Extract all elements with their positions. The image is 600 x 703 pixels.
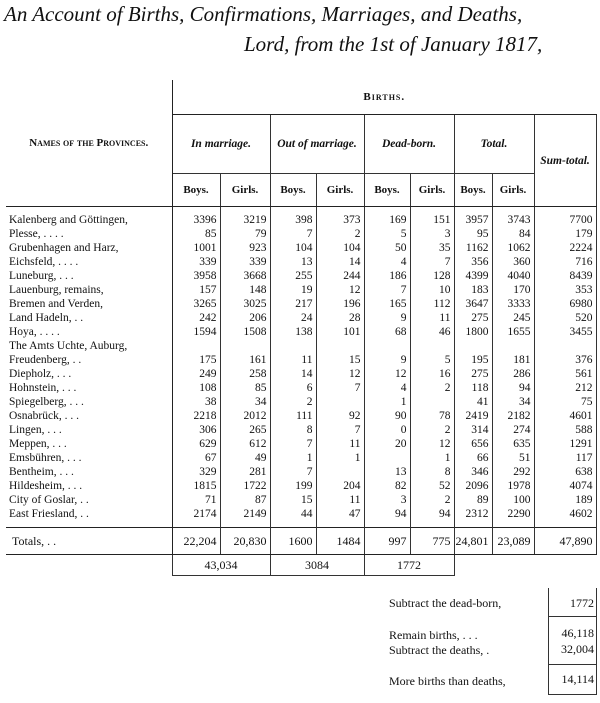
value-cell: 314 bbox=[454, 423, 492, 437]
value-cell: 13 bbox=[364, 465, 410, 479]
table-row bbox=[6, 423, 596, 437]
pair-totals-row bbox=[6, 555, 596, 576]
value-cell: 151 bbox=[410, 207, 454, 228]
total-cell: 1484 bbox=[316, 528, 364, 555]
province-name: Kalenberg and Göttingen, bbox=[6, 207, 172, 228]
value-cell: 2096 bbox=[454, 479, 492, 493]
sum-total-cell: 189 bbox=[534, 493, 596, 507]
sum-total-cell: 7700 bbox=[534, 207, 596, 228]
value-cell: 41 bbox=[454, 395, 492, 409]
more-births-than-deaths-label: More births than deaths, bbox=[389, 674, 506, 688]
value-cell: 346 bbox=[454, 465, 492, 479]
value-cell: 217 bbox=[270, 297, 316, 311]
value-cell: 90 bbox=[364, 409, 410, 423]
table-row bbox=[6, 207, 596, 228]
value-cell: 5 bbox=[410, 353, 454, 367]
table-row bbox=[6, 507, 596, 528]
total-cell: 24,801 bbox=[454, 528, 492, 555]
table-row bbox=[6, 297, 596, 311]
total-cell: 20,830 bbox=[220, 528, 270, 555]
value-cell: 329 bbox=[172, 465, 220, 479]
value-cell: 4040 bbox=[492, 269, 534, 283]
value-cell: 206 bbox=[220, 311, 270, 325]
subtract-deaths-label: Subtract the deaths, . bbox=[389, 643, 490, 657]
sum-total-cell: 561 bbox=[534, 367, 596, 381]
province-name: Spiegelberg, . . . bbox=[6, 395, 172, 409]
value-cell: 7 bbox=[316, 423, 364, 437]
value-cell: 12 bbox=[410, 437, 454, 451]
value-cell: 46 bbox=[410, 325, 454, 339]
value-cell: 170 bbox=[492, 283, 534, 297]
value-cell: 165 bbox=[364, 297, 410, 311]
value-cell: 6 bbox=[270, 381, 316, 395]
table-row bbox=[6, 493, 596, 507]
table-row bbox=[6, 311, 596, 325]
value-cell: 3668 bbox=[220, 269, 270, 283]
province-name: Lingen, . . . bbox=[6, 423, 172, 437]
births-table bbox=[6, 80, 597, 576]
table-row bbox=[6, 255, 596, 269]
value-cell: 1722 bbox=[220, 479, 270, 493]
total-cell: 997 bbox=[364, 528, 410, 555]
value-cell: 3958 bbox=[172, 269, 220, 283]
value-cell: 12 bbox=[364, 367, 410, 381]
value-cell: 2182 bbox=[492, 409, 534, 423]
value-cell: 68 bbox=[364, 325, 410, 339]
sum-total-header: Sum-total. bbox=[534, 115, 596, 207]
totals-label: Totals, . . bbox=[6, 528, 172, 555]
value-cell bbox=[454, 339, 492, 353]
value-cell: 183 bbox=[454, 283, 492, 297]
table-row bbox=[6, 381, 596, 395]
value-cell: 2012 bbox=[220, 409, 270, 423]
table-row bbox=[6, 367, 596, 381]
value-cell: 82 bbox=[364, 479, 410, 493]
value-cell: 373 bbox=[316, 207, 364, 228]
value-cell: 1001 bbox=[172, 241, 220, 255]
sum-total-cell: 520 bbox=[534, 311, 596, 325]
value-cell: 15 bbox=[316, 353, 364, 367]
boys-header: Boys. bbox=[270, 174, 316, 207]
province-name: Freudenberg, . . bbox=[6, 353, 172, 367]
value-cell: 79 bbox=[220, 227, 270, 241]
value-cell: 175 bbox=[172, 353, 220, 367]
province-name: Lauenburg, remains, bbox=[6, 283, 172, 297]
value-cell: 44 bbox=[270, 507, 316, 528]
value-cell: 7 bbox=[270, 437, 316, 451]
table-row bbox=[6, 479, 596, 493]
value-cell: 52 bbox=[410, 479, 454, 493]
value-cell: 7 bbox=[410, 255, 454, 269]
value-cell: 8 bbox=[270, 423, 316, 437]
value-cell: 84 bbox=[492, 227, 534, 241]
table-row bbox=[6, 325, 596, 339]
province-name: City of Goslar, . . bbox=[6, 493, 172, 507]
value-cell: 87 bbox=[220, 493, 270, 507]
province-name: Meppen, . . . bbox=[6, 437, 172, 451]
value-cell: 2419 bbox=[454, 409, 492, 423]
value-cell bbox=[364, 451, 410, 465]
value-cell: 1 bbox=[364, 395, 410, 409]
sum-total-cell: 2224 bbox=[534, 241, 596, 255]
value-cell: 14 bbox=[316, 255, 364, 269]
total-cell: 775 bbox=[410, 528, 454, 555]
value-cell: 3265 bbox=[172, 297, 220, 311]
value-cell: 255 bbox=[270, 269, 316, 283]
subtract-dead-born-label: Subtract the dead-born, bbox=[389, 596, 502, 610]
value-cell: 7 bbox=[270, 465, 316, 479]
value-cell bbox=[316, 339, 364, 353]
total-cell: 1600 bbox=[270, 528, 316, 555]
value-cell: 1 bbox=[316, 451, 364, 465]
value-cell: 286 bbox=[492, 367, 534, 381]
province-name: Diepholz, . . . bbox=[6, 367, 172, 381]
value-cell: 656 bbox=[454, 437, 492, 451]
births-header: Births. bbox=[172, 80, 596, 115]
subtract-dead-born-value: 1772 bbox=[570, 596, 594, 610]
sum-total-cell: 4602 bbox=[534, 507, 596, 528]
remain-births-value: 46,118 bbox=[561, 626, 594, 640]
value-cell: 244 bbox=[316, 269, 364, 283]
value-cell: 8 bbox=[410, 465, 454, 479]
table-row bbox=[6, 283, 596, 297]
province-name: Osnabrück, . . . bbox=[6, 409, 172, 423]
value-cell: 7 bbox=[364, 283, 410, 297]
value-cell: 339 bbox=[220, 255, 270, 269]
value-cell: 2 bbox=[410, 493, 454, 507]
value-cell: 19 bbox=[270, 283, 316, 297]
province-name: Hildesheim, . . . bbox=[6, 479, 172, 493]
province-name: Bentheim, . . . bbox=[6, 465, 172, 479]
value-cell: 0 bbox=[364, 423, 410, 437]
value-cell: 94 bbox=[410, 507, 454, 528]
value-cell: 2174 bbox=[172, 507, 220, 528]
remain-births-label: Remain births, . . . bbox=[389, 628, 478, 642]
value-cell: 94 bbox=[492, 381, 534, 395]
value-cell: 360 bbox=[492, 255, 534, 269]
value-cell: 196 bbox=[316, 297, 364, 311]
sum-total-cell: 6980 bbox=[534, 297, 596, 311]
value-cell: 10 bbox=[410, 283, 454, 297]
value-cell: 186 bbox=[364, 269, 410, 283]
value-cell: 3743 bbox=[492, 207, 534, 228]
sum-total-cell: 8439 bbox=[534, 269, 596, 283]
value-cell: 7 bbox=[270, 227, 316, 241]
value-cell: 339 bbox=[172, 255, 220, 269]
value-cell: 275 bbox=[454, 367, 492, 381]
value-cell: 138 bbox=[270, 325, 316, 339]
value-cell: 242 bbox=[172, 311, 220, 325]
sum-total-cell: 179 bbox=[534, 227, 596, 241]
value-cell bbox=[410, 339, 454, 353]
province-name: Grubenhagen and Harz, bbox=[6, 241, 172, 255]
value-cell: 292 bbox=[492, 465, 534, 479]
value-cell: 181 bbox=[492, 353, 534, 367]
value-cell: 1508 bbox=[220, 325, 270, 339]
total-header: Total. bbox=[454, 115, 534, 174]
table-row bbox=[6, 339, 596, 353]
dead-born-header: Dead-born. bbox=[364, 115, 454, 174]
sum-total-cell: 75 bbox=[534, 395, 596, 409]
value-cell: 4 bbox=[364, 255, 410, 269]
value-cell bbox=[410, 395, 454, 409]
value-cell: 1 bbox=[410, 451, 454, 465]
value-cell: 104 bbox=[270, 241, 316, 255]
value-cell: 118 bbox=[454, 381, 492, 395]
value-cell: 612 bbox=[220, 437, 270, 451]
value-cell: 1800 bbox=[454, 325, 492, 339]
value-cell: 2 bbox=[316, 227, 364, 241]
value-cell: 128 bbox=[410, 269, 454, 283]
value-cell: 249 bbox=[172, 367, 220, 381]
value-cell: 1162 bbox=[454, 241, 492, 255]
table-row bbox=[6, 465, 596, 479]
dead-born-sum: 1772 bbox=[364, 555, 454, 576]
value-cell: 34 bbox=[220, 395, 270, 409]
sum-total-cell: 117 bbox=[534, 451, 596, 465]
value-cell: 148 bbox=[220, 283, 270, 297]
value-cell: 7 bbox=[316, 381, 364, 395]
value-cell: 1655 bbox=[492, 325, 534, 339]
value-cell: 1062 bbox=[492, 241, 534, 255]
value-cell: 112 bbox=[410, 297, 454, 311]
value-cell: 9 bbox=[364, 353, 410, 367]
province-name: Luneburg, . . . bbox=[6, 269, 172, 283]
total-cell: 22,204 bbox=[172, 528, 220, 555]
value-cell: 50 bbox=[364, 241, 410, 255]
province-name: Eichsfeld, . . . . bbox=[6, 255, 172, 269]
title-line-1: An Account of Births, Confirmations, Marriages, and Deaths, bbox=[4, 2, 523, 26]
value-cell: 11 bbox=[410, 311, 454, 325]
value-cell: 66 bbox=[454, 451, 492, 465]
title-line-2: Lord, from the 1st of January 1817, bbox=[244, 32, 543, 56]
names-of-provinces-header: Names of the Provinces. bbox=[6, 80, 172, 207]
value-cell: 85 bbox=[172, 227, 220, 241]
value-cell: 49 bbox=[220, 451, 270, 465]
more-births-than-deaths-value: 14,114 bbox=[561, 672, 594, 686]
value-cell: 2312 bbox=[454, 507, 492, 528]
value-cell: 15 bbox=[270, 493, 316, 507]
value-cell: 71 bbox=[172, 493, 220, 507]
value-cell: 3219 bbox=[220, 207, 270, 228]
value-cell: 108 bbox=[172, 381, 220, 395]
grand-total-cell: 47,890 bbox=[534, 528, 596, 555]
province-name: East Friesland, . . bbox=[6, 507, 172, 528]
out-of-marriage-sum: 3084 bbox=[270, 555, 364, 576]
province-name: Emsbühren, . . . bbox=[6, 451, 172, 465]
province-name: Plesse, . . . . bbox=[6, 227, 172, 241]
value-cell: 101 bbox=[316, 325, 364, 339]
value-cell: 92 bbox=[316, 409, 364, 423]
table-row bbox=[6, 269, 596, 283]
value-cell: 2 bbox=[270, 395, 316, 409]
in-marriage-header: In marriage. bbox=[172, 115, 270, 174]
value-cell: 11 bbox=[316, 437, 364, 451]
table-row bbox=[6, 395, 596, 409]
value-cell: 100 bbox=[492, 493, 534, 507]
value-cell: 14 bbox=[270, 367, 316, 381]
value-cell: 199 bbox=[270, 479, 316, 493]
value-cell: 78 bbox=[410, 409, 454, 423]
value-cell: 281 bbox=[220, 465, 270, 479]
province-name: Bremen and Verden, bbox=[6, 297, 172, 311]
value-cell bbox=[492, 339, 534, 353]
boys-header: Boys. bbox=[454, 174, 492, 207]
value-cell bbox=[220, 339, 270, 353]
girls-header: Girls. bbox=[220, 174, 270, 207]
value-cell: 94 bbox=[364, 507, 410, 528]
value-cell bbox=[316, 465, 364, 479]
province-name: Hoya, . . . . bbox=[6, 325, 172, 339]
value-cell: 51 bbox=[492, 451, 534, 465]
value-cell: 2 bbox=[410, 381, 454, 395]
value-cell: 1 bbox=[270, 451, 316, 465]
value-cell: 67 bbox=[172, 451, 220, 465]
table-row bbox=[6, 353, 596, 367]
subtract-deaths-value: 32,004 bbox=[561, 642, 594, 656]
value-cell: 245 bbox=[492, 311, 534, 325]
value-cell bbox=[364, 339, 410, 353]
value-cell bbox=[270, 339, 316, 353]
sum-total-cell: 212 bbox=[534, 381, 596, 395]
girls-header: Girls. bbox=[316, 174, 364, 207]
boys-header: Boys. bbox=[364, 174, 410, 207]
value-cell: 306 bbox=[172, 423, 220, 437]
girls-header: Girls. bbox=[410, 174, 454, 207]
value-cell: 398 bbox=[270, 207, 316, 228]
value-cell: 9 bbox=[364, 311, 410, 325]
value-cell: 12 bbox=[316, 367, 364, 381]
sum-total-cell: 4601 bbox=[534, 409, 596, 423]
sum-total-cell: 3455 bbox=[534, 325, 596, 339]
totals-row bbox=[6, 528, 596, 555]
value-cell: 635 bbox=[492, 437, 534, 451]
value-cell: 34 bbox=[492, 395, 534, 409]
value-cell: 2290 bbox=[492, 507, 534, 528]
province-rows bbox=[6, 207, 596, 528]
table-row bbox=[6, 227, 596, 241]
value-cell: 3333 bbox=[492, 297, 534, 311]
value-cell: 1594 bbox=[172, 325, 220, 339]
sum-total-cell: 353 bbox=[534, 283, 596, 297]
province-name: Land Hadeln, . . bbox=[6, 311, 172, 325]
value-cell: 265 bbox=[220, 423, 270, 437]
value-cell: 629 bbox=[172, 437, 220, 451]
value-cell: 204 bbox=[316, 479, 364, 493]
value-cell: 157 bbox=[172, 283, 220, 297]
value-cell: 275 bbox=[454, 311, 492, 325]
girls-header: Girls. bbox=[492, 174, 534, 207]
value-cell: 3 bbox=[364, 493, 410, 507]
value-cell: 24 bbox=[270, 311, 316, 325]
value-cell: 3396 bbox=[172, 207, 220, 228]
value-cell: 2 bbox=[410, 423, 454, 437]
value-cell: 3 bbox=[410, 227, 454, 241]
province-name: Hohnstein, . . . bbox=[6, 381, 172, 395]
value-cell: 4 bbox=[364, 381, 410, 395]
value-cell: 3647 bbox=[454, 297, 492, 311]
value-cell: 2218 bbox=[172, 409, 220, 423]
value-cell: 89 bbox=[454, 493, 492, 507]
value-cell: 111 bbox=[270, 409, 316, 423]
value-cell: 11 bbox=[316, 493, 364, 507]
value-cell: 11 bbox=[270, 353, 316, 367]
table-row bbox=[6, 241, 596, 255]
value-cell: 1815 bbox=[172, 479, 220, 493]
sum-total-cell: 1291 bbox=[534, 437, 596, 451]
value-cell: 35 bbox=[410, 241, 454, 255]
value-cell: 356 bbox=[454, 255, 492, 269]
sum-total-cell: 716 bbox=[534, 255, 596, 269]
sum-total-cell: 4074 bbox=[534, 479, 596, 493]
province-name: The Amts Uchte, Auburg, bbox=[6, 339, 172, 353]
table-row bbox=[6, 409, 596, 423]
value-cell: 47 bbox=[316, 507, 364, 528]
table-row bbox=[6, 437, 596, 451]
value-cell: 2149 bbox=[220, 507, 270, 528]
value-cell: 38 bbox=[172, 395, 220, 409]
value-cell: 3025 bbox=[220, 297, 270, 311]
value-cell: 12 bbox=[316, 283, 364, 297]
value-cell: 923 bbox=[220, 241, 270, 255]
value-cell: 161 bbox=[220, 353, 270, 367]
sum-total-cell: 588 bbox=[534, 423, 596, 437]
value-cell: 258 bbox=[220, 367, 270, 381]
out-of-marriage-header: Out of marriage. bbox=[270, 115, 364, 174]
value-cell: 20 bbox=[364, 437, 410, 451]
value-cell: 16 bbox=[410, 367, 454, 381]
value-cell: 274 bbox=[492, 423, 534, 437]
boys-header: Boys. bbox=[172, 174, 220, 207]
in-marriage-sum: 43,034 bbox=[172, 555, 270, 576]
value-cell: 85 bbox=[220, 381, 270, 395]
table-row bbox=[6, 451, 596, 465]
sum-total-cell bbox=[534, 339, 596, 353]
value-cell: 195 bbox=[454, 353, 492, 367]
sum-total-cell: 638 bbox=[534, 465, 596, 479]
value-cell: 5 bbox=[364, 227, 410, 241]
total-cell: 23,089 bbox=[492, 528, 534, 555]
value-cell: 169 bbox=[364, 207, 410, 228]
value-cell: 28 bbox=[316, 311, 364, 325]
value-cell: 104 bbox=[316, 241, 364, 255]
value-cell: 3957 bbox=[454, 207, 492, 228]
value-cell bbox=[316, 395, 364, 409]
value-cell: 4399 bbox=[454, 269, 492, 283]
value-cell: 1978 bbox=[492, 479, 534, 493]
value-cell: 13 bbox=[270, 255, 316, 269]
value-cell: 95 bbox=[454, 227, 492, 241]
value-cell bbox=[172, 339, 220, 353]
sum-total-cell: 376 bbox=[534, 353, 596, 367]
